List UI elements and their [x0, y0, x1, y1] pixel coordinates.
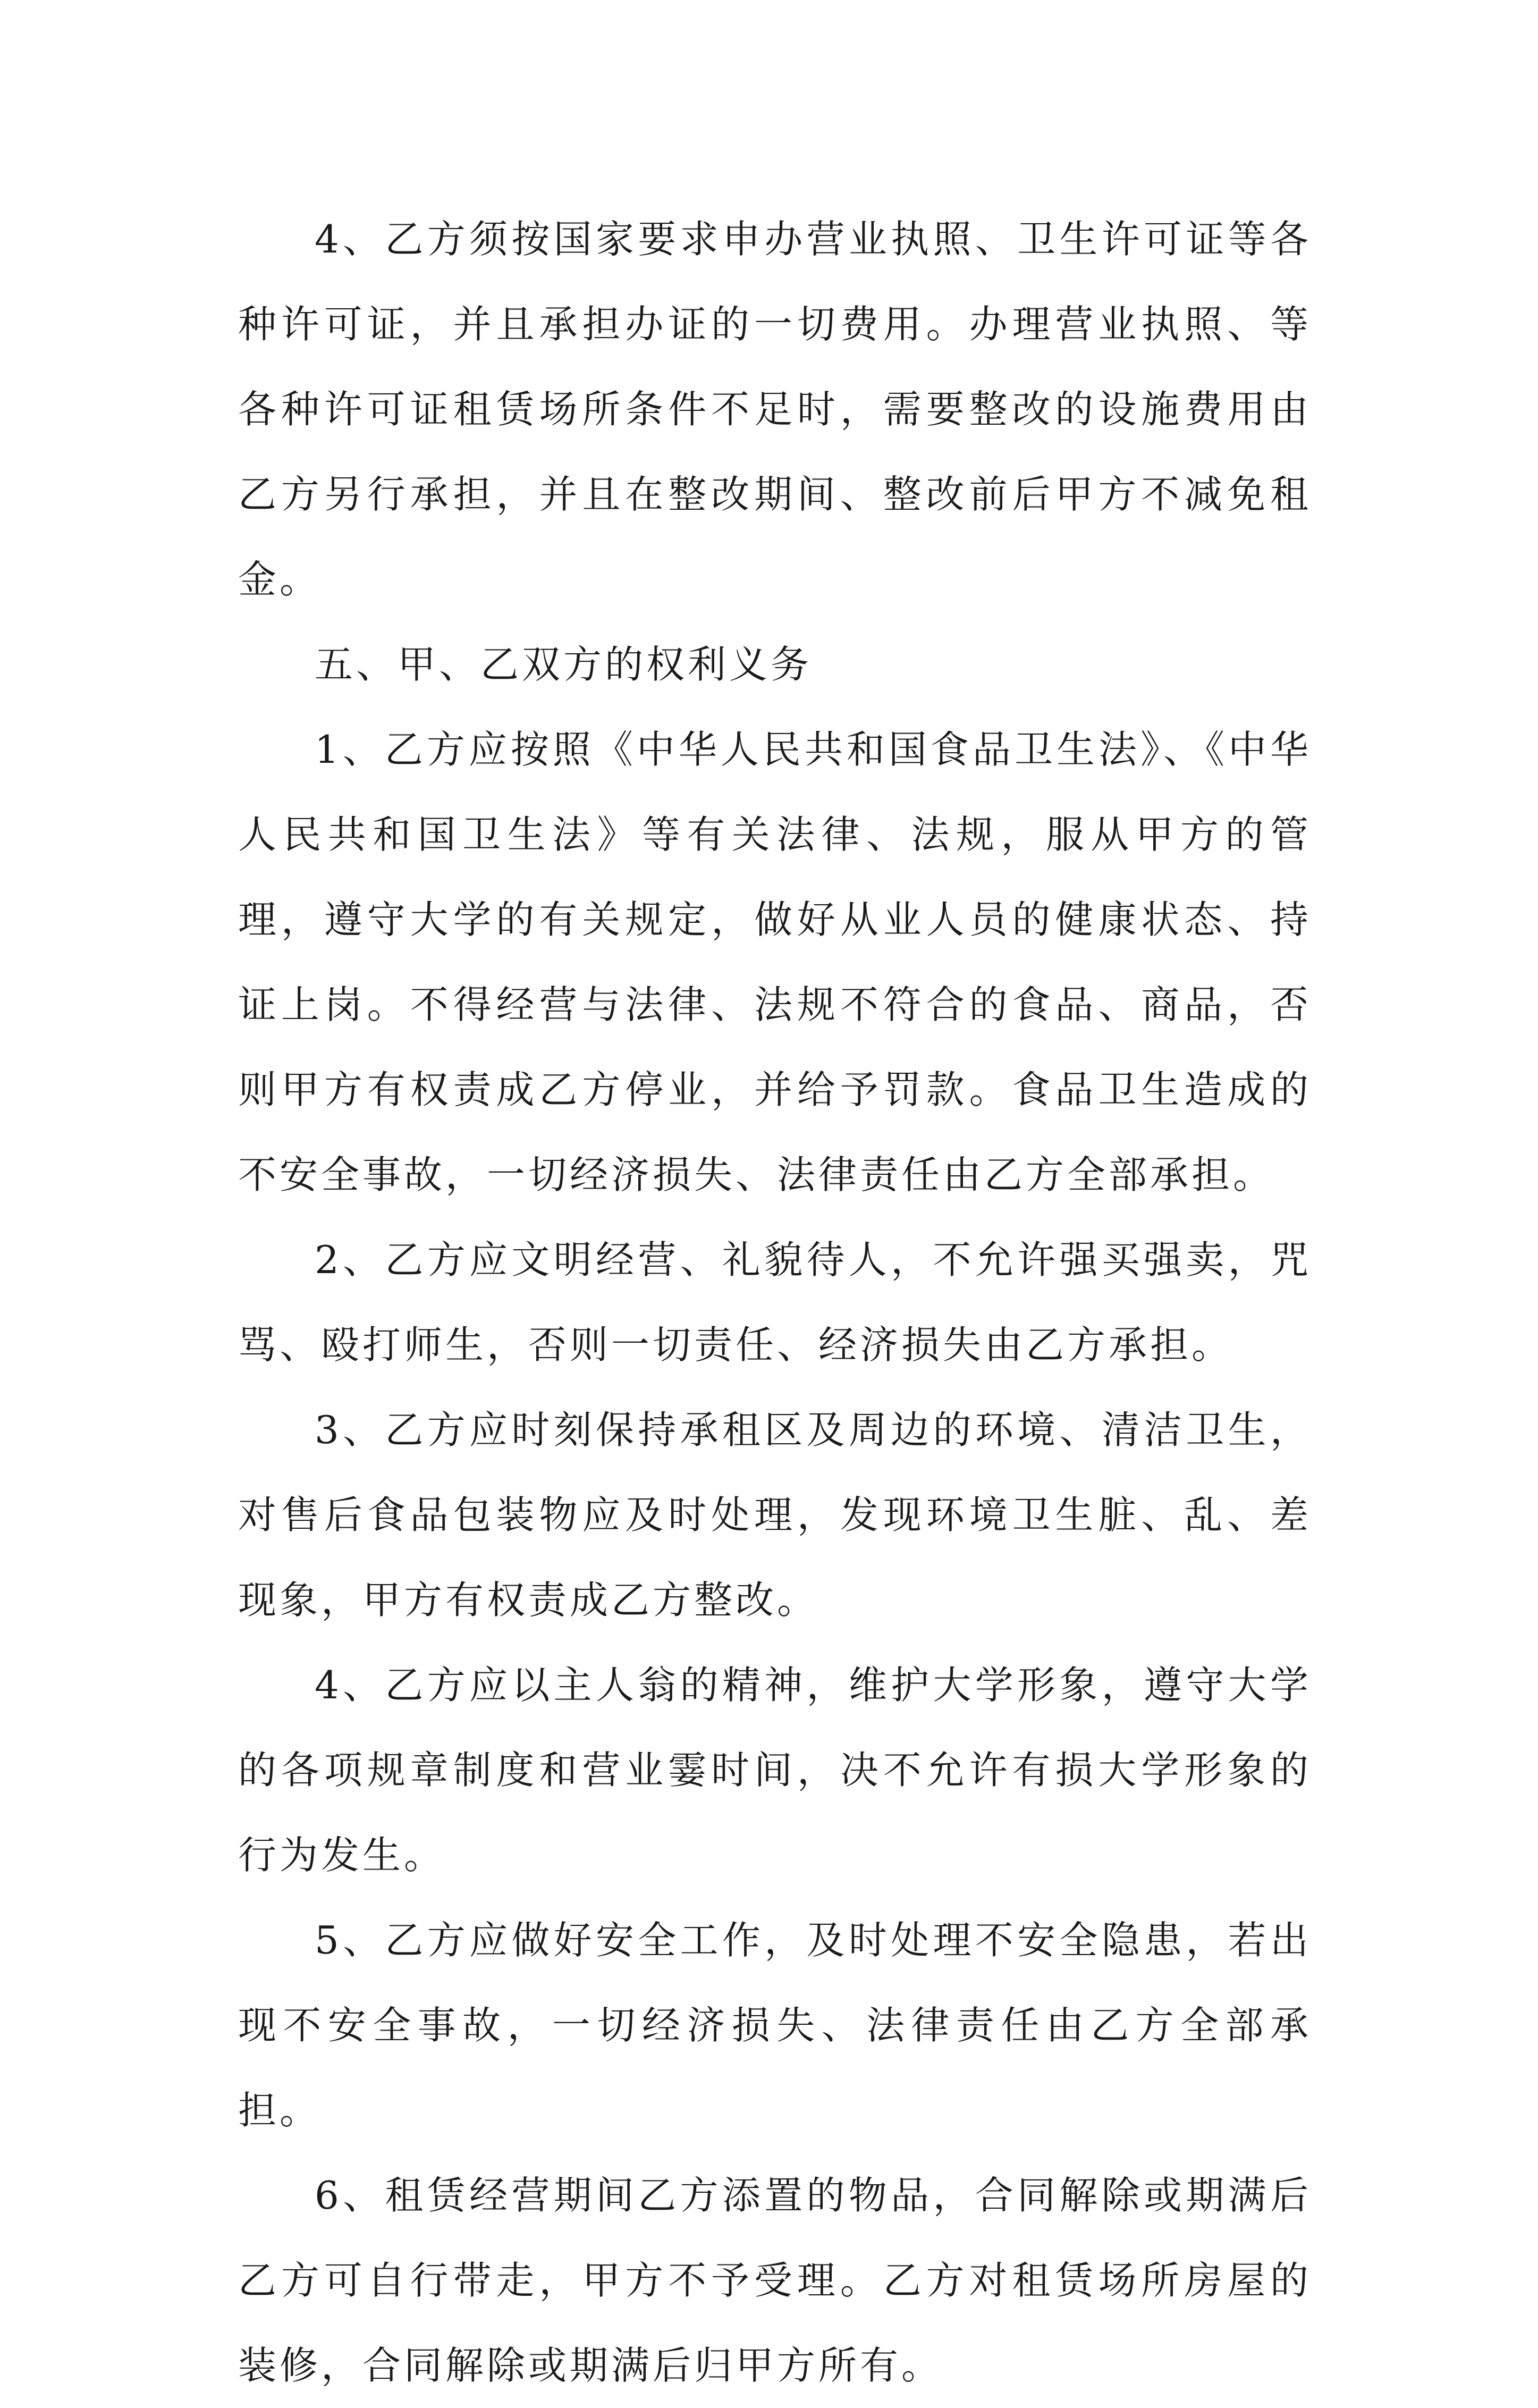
- paragraph-safety-work: 5、乙方应做好安全工作，及时处理不安全隐患，若出现不安全事故，一切经济损失、法律责任由乙方全部承担。: [238, 1918, 1312, 2133]
- paragraph-university-image: 4、乙方应以主人翁的精神，维护大学形象，遵守大学的各项规章制度和营业霎时间，决不允许有损大学形象的行为发生。: [238, 1663, 1312, 1877]
- document-body: [238, 197, 1312, 2408]
- paragraph-civil-business: 2、乙方应文明经营、礼貌待人，不允许强买强卖，咒骂、殴打师生，否则一切责任、经济损失由乙方承担。: [238, 1237, 1312, 1367]
- paragraph-property-ownership: 6、租赁经营期间乙方添置的物品，合同解除或期满后乙方可自行带走，甲方不予受理。乙方对租赁场所房屋的装修，合同解除或期满后归甲方所有。: [238, 2173, 1312, 2388]
- paragraph-food-hygiene-law: 1、乙方应按照《中华人民共和国食品卫生法》、《中华人民共和国卫生法》等有关法律、法规，服从甲方的管理，遵守大学的有关规定，做好从业人员的健康状态、持证上岗。不得经营与法律、法规不符合的食品、商品，否则甲方有权责成乙方停业，并给予罚款。食品卫生造成的不安全事故，一切经济损失、法律责任由乙方全部承担。: [238, 727, 1312, 1197]
- section-heading-rights-obligations: 五、甲、乙双方的权利义务: [315, 642, 813, 687]
- paragraph-environment-cleanliness: 3、乙方应时刻保持承租区及周边的环境、清洁卫生，对售后食品包装物应及时处理，发现环境卫生脏、乱、差现象，甲方有权责成乙方整改。: [238, 1408, 1312, 1622]
- paragraph-license-requirement: 4、乙方须按国家要求申办营业执照、卫生许可证等各种许可证，并且承担办证的一切费用。办理营业执照、等各种许可证租赁场所条件不足时，需要整改的设施费用由乙方另行承担，并且在整改期间、整改前后甲方不减免租金。: [238, 217, 1312, 602]
